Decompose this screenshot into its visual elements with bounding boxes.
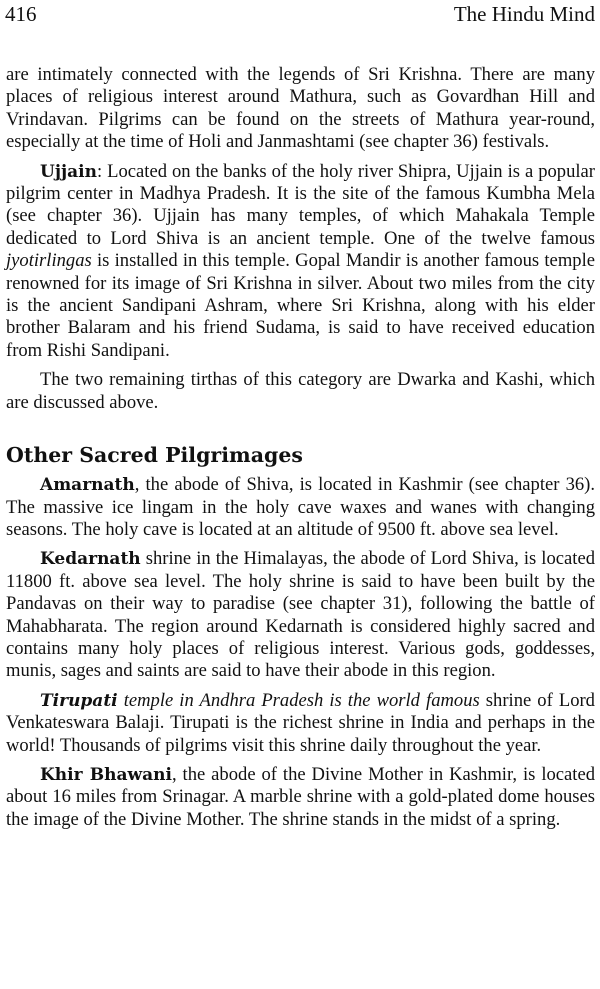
khir-bhawani-paragraph — [6, 764, 595, 831]
ujjain-italic-term: jyotirlingas — [6, 250, 92, 272]
ujjain-paragraph — [6, 161, 595, 363]
amarnath-lead: Amarnath — [40, 475, 135, 496]
remaining-tirthas-text: The two remaining tirthas of this category are Dwarka and Kashi, which are discussed above. — [6, 369, 595, 413]
tirupati-paragraph — [6, 690, 595, 757]
remaining-tirthas-paragraph — [6, 369, 595, 414]
ujjain-lead: Ujjain — [40, 161, 97, 182]
page-number: 416 — [5, 2, 37, 26]
continuation-paragraph — [6, 64, 595, 154]
running-title: The Hindu Mind — [453, 2, 595, 26]
tirupati-text: shrine of Lord Venkateswara Balaji. Tirupati is the richest shrine in India and perhaps in the world! Thousands of pilgrims visit this shrine daily throughout the year. — [6, 689, 595, 756]
kedarnath-paragraph — [6, 548, 595, 682]
amarnath-paragraph — [6, 474, 595, 541]
continuation-text: are intimately connected with the legends of Sri Krishna. There are many places of religious interest around Mathura, such as Govardhan Hill and Vrindavan. Pilgrims can be found on the streets of Mathura year-round, especially at the time of Holi and Janmashtami (see chapter 36) festivals. — [6, 64, 595, 153]
khir-bhawani-lead: Khir Bhawani — [40, 764, 172, 785]
body-text — [6, 64, 595, 831]
amarnath-text: , the abode of Shiva, is located in Kashmir (see chapter 36). The massive ice lingam in the holy cave waxes and wanes with changing seasons. The holy cave is located at an altitude of 9500 ft. above sea level. — [6, 474, 595, 540]
khir-bhawani-text: , the abode of the Divine Mother in Kashmir, is located about 16 miles from Srinagar. A marble shrine with a gold-plated dome houses the image of the Divine Mother. The shrine stands in the midst of a spring. — [6, 763, 596, 830]
kedarnath-lead: Kedarnath — [40, 549, 141, 570]
section-heading: Other Sacred Pilgrimages — [6, 443, 303, 468]
running-header — [5, 2, 595, 26]
ujjain-text-2: is installed in this temple. Gopal Mandir is another famous temple renowned for its image of Sri Krishna in silver. About two miles from the city is the ancient Sandipani Ashram, where Sri Krishna, along with his elder brother Balaram and his friend Sudama, is said to have received education from Rishi Sandipani. — [6, 250, 595, 361]
kedarnath-text: shrine in the Himalayas, the abode of Lord Shiva, is located 11800 ft. above sea level. The holy shrine is said to have been built by the Pandavas on their way to paradise (see chapter 31), following the battle of Mahabharata. The region around Kedarnath is considered highly sacred and contains many holy places of religious interest. Various gods, goddesses, munis, sages and saints are said to have their abode in this region. — [6, 548, 595, 682]
ujjain-text-1: : Located on the banks of the holy river Shipra, Ujjain is a popular pilgrim center in Madhya Pradesh. It is the site of the famous Kumbha Mela (see chapter 36). Ujjain has many temples, of which Mahakala Temple dedicated to Lord Shiva is an ancient temple. One of the twelve famous — [6, 160, 595, 249]
tirupati-lead: Tirupati — [40, 690, 118, 711]
tirupati-italic-text: temple in Andhra Pradesh is the world famous — [117, 689, 480, 711]
